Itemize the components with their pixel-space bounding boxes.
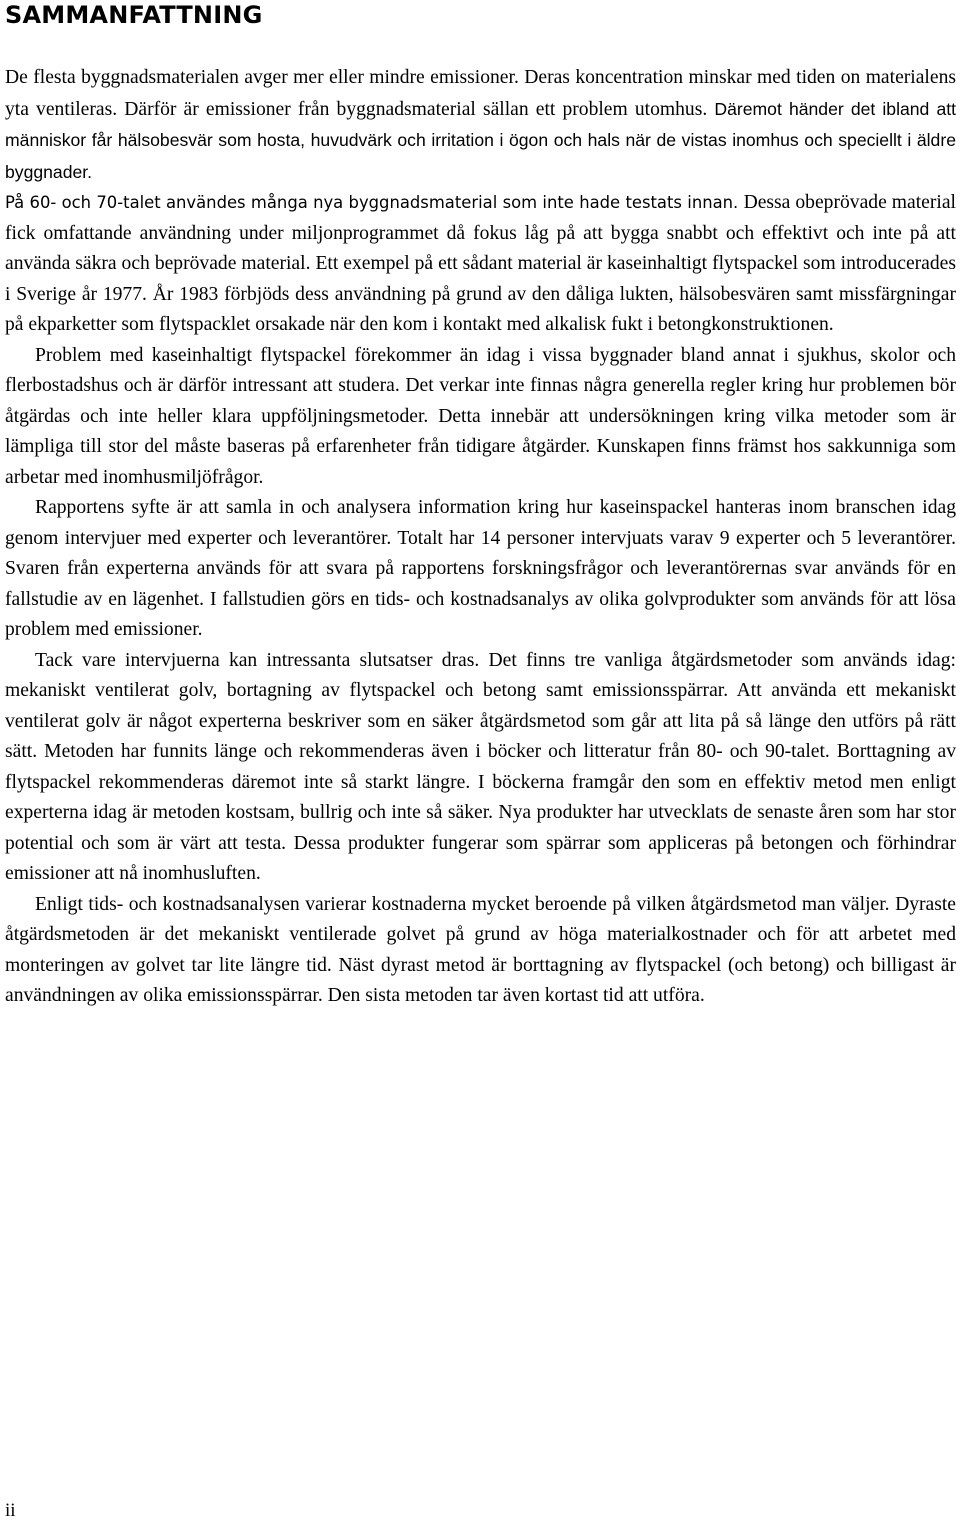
- paragraph-4: Rapportens syfte är att samla in och analysera information kring hur kaseinspackel hanteras inom branschen idag genom intervjuer med experter och leverantörer. Totalt har 14 personer intervjuats varav 9 experter och 5 leverantörer. Svaren från experterna används för att svara på rapportens forskningsfrågor och leverantörernas svar används för en fallstudie av en lägenhet. I fallstudien görs en tids- och kostnadsanalys av olika golvprodukter som används för att lösa problem med emissioner.: [5, 497, 956, 640]
- paragraph-5: Tack vare intervjuerna kan intressanta slutsatser dras. Det finns tre vanliga åtgärdsmetoder som används idag: mekaniskt ventilerat golv, bortagning av flytspackel och betong samt emissionsspärrar. Att använda ett mekaniskt ventilerat golv är något experterna beskriver som en säker åtgärdsmetod som går att lita på så länge den utförs på rätt sätt. Metoden har funnits länge och rekommenderas även i böcker och litteratur från 80- och 90-talet. Borttagning av flytspackel rekommenderas däremot inte så starkt längre. I böckerna framgår den som en effektiv metod men enligt experterna idag är metoden kostsam, bullrig och inte så säker. Nya produkter har utvecklats de senaste åren som har stor potential och som är värt att testa. Dessa produkter fungerar som spärrar som appliceras på betongen och förhindrar emissioner att nå inomhusluften.: [5, 649, 956, 884]
- paragraph-3: Problem med kaseinhaltigt flytspackel förekommer än idag i vissa byggnader bland annat i sjukhus, skolor och flerbostadshus och är därför intressant att studera. Det verkar inte finnas några generella regler kring hur problemen bör åtgärdas och inte heller klara uppföljningsmetoder. Detta innebär att undersökningen kring vilka metoder som är lämpliga till stor del måste baseras på erfarenheter från tidigare åtgärder. Kunskapen finns främst hos sakkunniga som arbetar med inomhusmiljöfrågor.: [5, 344, 956, 488]
- paragraph-1: [5, 63, 956, 188]
- paragraph-1-sentence-a: De flesta byggnadsmaterialen avger mer eller mindre emissioner. Deras koncentration minskar med tiden on materialens yta ventileras. Därför är emissioner från byggnadsmaterial sällan ett problem utomhus.: [5, 67, 956, 120]
- page-number: ii: [5, 1500, 16, 1521]
- summary-body: [5, 63, 956, 1012]
- paragraph-2-sentence-b: Dessa obeprövade material fick omfattande användning under miljonprogrammet då fokus låg på att bygga snabbt och effektivt och inte på att använda säkra och beprövade material. Ett exempel på ett sådant material är kaseinhaltigt flytspackel som introducerades i Sverige år 1977. År 1983 förbjöds dess användning på grund av den dåliga lukten, hälsobesvären samt missfärgningar på ekparketter som flytspacklet orsakade när den kom i kontakt med alkalisk fukt i betongkonstruktionen.: [5, 192, 956, 335]
- paragraph-6: Enligt tids- och kostnadsanalysen varierar kostnaderna mycket beroende på vilken åtgärdsmetod man väljer. Dyraste åtgärdsmetoden är det mekaniskt ventilerade golvet på grund av höga materialkostnader och för att arbetet med monteringen av golvet tar lite längre tid. Näst dyrast metod är borttagning av flytspackel (och betong) och billigast är användningen av olika emissionsspärrar. Den sista metoden tar även kortast tid att utföra.: [5, 893, 956, 1006]
- paragraph-2: [5, 188, 956, 341]
- paragraph-1-sentence-b: Däremot händer det ibland att människor får hälsobesvär som hosta, huvudvärk och irritation i ögon och hals när de vistas inomhus och speciellt i äldre byggnader.: [5, 98, 956, 182]
- section-heading: SAMMANFATTNING: [5, 1, 263, 29]
- paragraph-2-sentence-a: På 60- och 70-talet användes många nya byggnadsmaterial som inte hade testats innan.: [5, 193, 744, 212]
